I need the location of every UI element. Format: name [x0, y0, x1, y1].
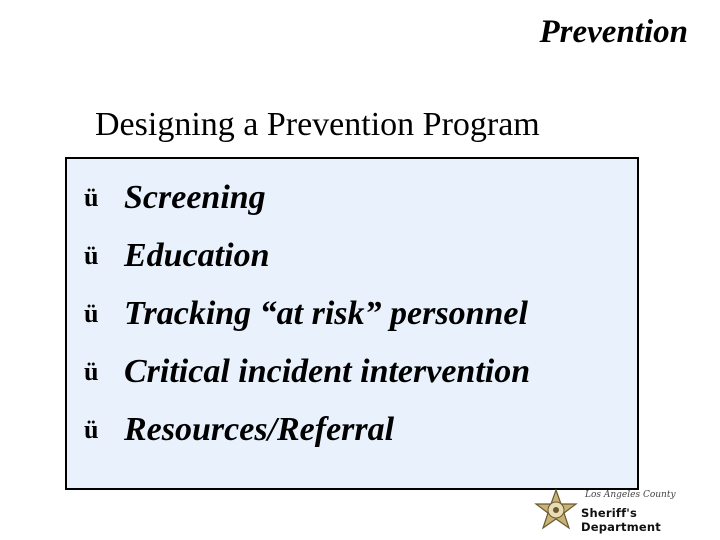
list-item [84, 285, 530, 343]
bullet-text: Resources/Referral [124, 411, 395, 448]
section-title: Prevention [539, 14, 688, 50]
list-item [84, 169, 530, 227]
check-icon: ü [84, 241, 99, 270]
slide-heading: Designing a Prevention Program [95, 106, 540, 143]
department-name: Sheriff's Department [581, 506, 661, 534]
bullet-list [84, 169, 530, 459]
county-name: Los Angeles County [585, 490, 676, 500]
list-item [84, 343, 530, 401]
sheriff-logo [533, 488, 719, 540]
check-icon: ü [84, 357, 99, 386]
bullet-text: Screening [124, 179, 266, 216]
bullet-text: Critical incident intervention [124, 353, 531, 390]
list-item [84, 401, 530, 459]
check-icon: ü [84, 415, 99, 444]
check-icon: ü [84, 299, 99, 328]
bullet-box [65, 157, 639, 490]
bullet-text: Tracking “at risk” personnel [124, 295, 528, 332]
check-icon: ü [84, 183, 99, 212]
sheriff-star-icon [533, 488, 579, 534]
list-item [84, 227, 530, 285]
bullet-text: Education [124, 237, 270, 274]
